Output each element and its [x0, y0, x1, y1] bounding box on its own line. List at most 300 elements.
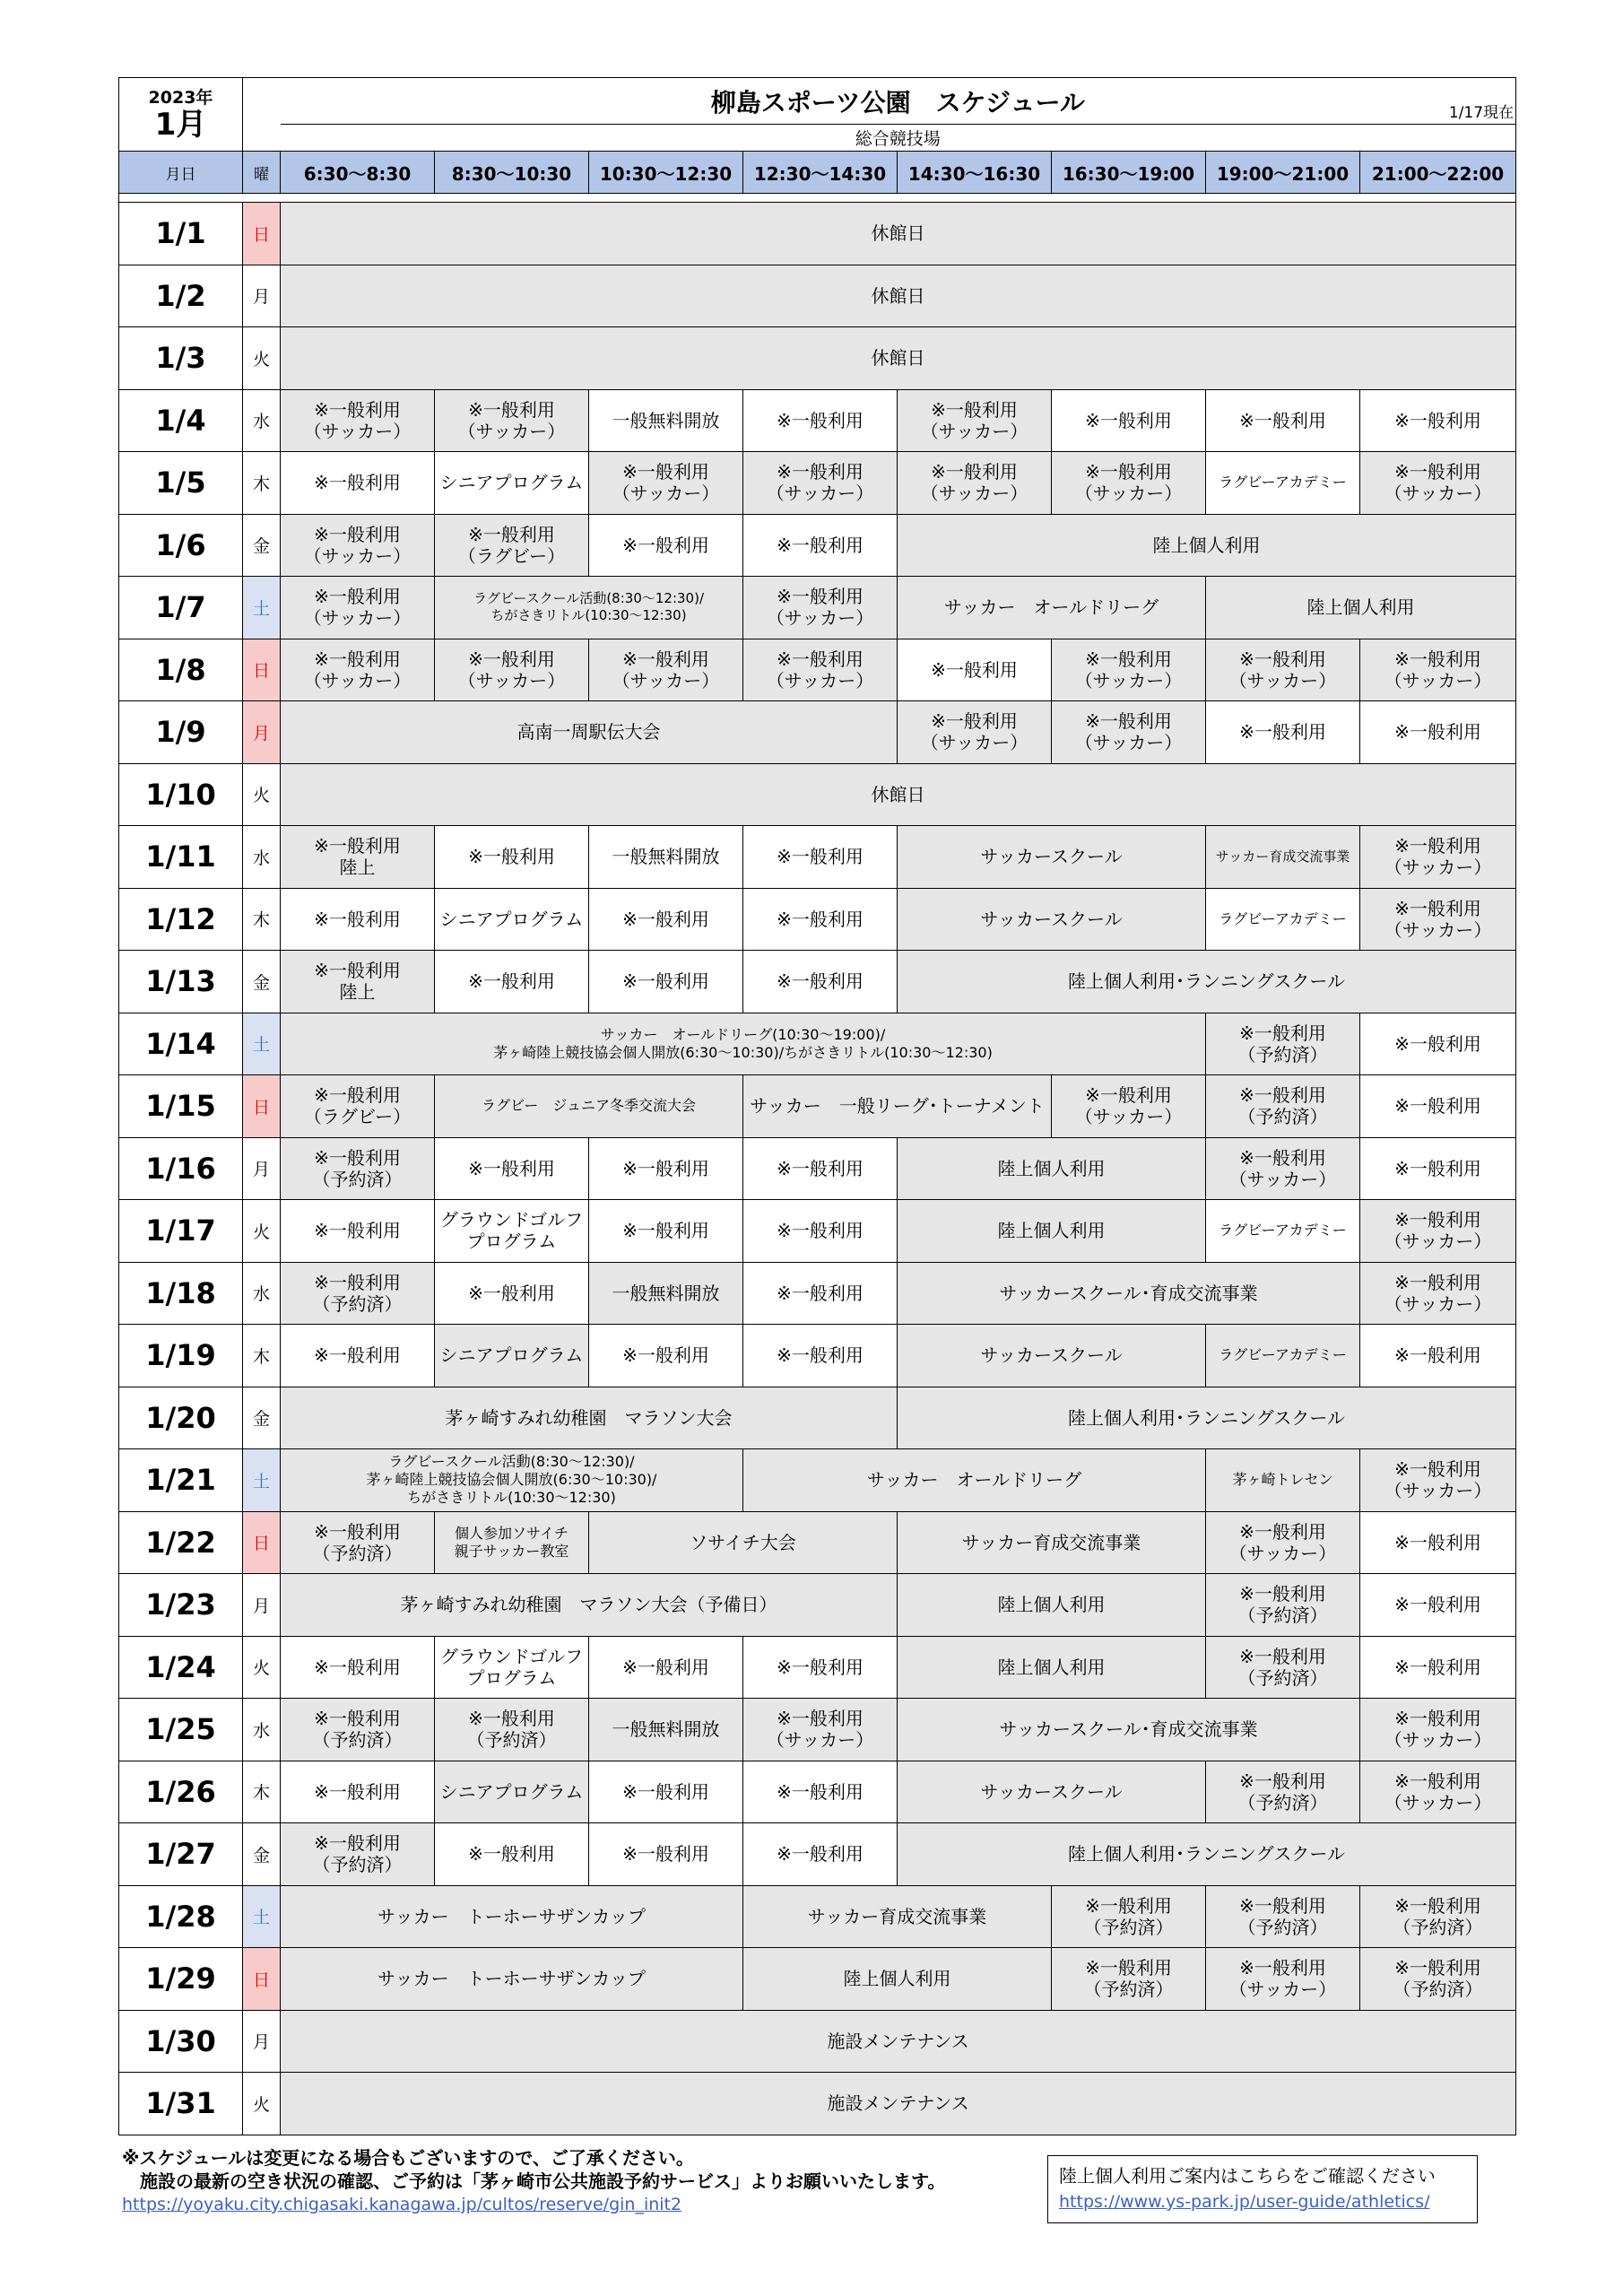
slot-cell [1206, 1200, 1360, 1263]
slot-cell [589, 826, 743, 889]
slot-text: （予約済） [312, 1542, 403, 1564]
slot-text: ※一般利用 [468, 970, 555, 993]
slot-cell [281, 1387, 898, 1449]
slot-cell [435, 1075, 743, 1138]
slot-cell [435, 1823, 589, 1886]
slot-cell [1206, 1511, 1360, 1574]
row-date: 1/5 [119, 452, 243, 515]
as-of-date: 1/17現在 [1448, 104, 1515, 122]
slot-text: ※一般利用 [777, 1344, 864, 1367]
slot-cell [1360, 888, 1516, 951]
slot-text: ※一般利用 [777, 970, 864, 993]
slot-text: サッカー育成交流事業 [1215, 848, 1350, 865]
slot-text: サッカー トーホーサザンカップ [378, 1968, 646, 1990]
slot-text: ※一般利用 [1239, 1084, 1326, 1107]
slot-text: ※一般利用 [314, 398, 401, 421]
slot-cell [281, 826, 435, 889]
col-header-slot: 10:30～12:30 [589, 152, 743, 194]
slot-text: ※一般利用 [931, 461, 1018, 483]
slot-text: サッカースクール [980, 1344, 1123, 1367]
slot-cell [1206, 452, 1360, 515]
slot-cell [1206, 1013, 1360, 1075]
slot-text: ※一般利用 [622, 648, 709, 670]
slot-text: ※一般利用 [777, 1220, 864, 1242]
schedule-row [119, 1511, 1516, 1574]
reservation-link[interactable]: https://yoyaku.city.chigasaki.kanagawa.jp/cultos/reserve/gin_init2 [122, 2195, 682, 2214]
slot-text: ※一般利用 [314, 1271, 401, 1293]
slot-cell [898, 639, 1052, 701]
col-header-slot: 19:00～21:00 [1206, 152, 1360, 194]
col-header-slot: 12:30～14:30 [743, 152, 898, 194]
schedule-row [119, 2010, 1516, 2073]
row-weekday: 火 [243, 2073, 281, 2135]
row-weekday: 水 [243, 1262, 281, 1325]
slot-cell [743, 514, 898, 577]
slot-text: ※一般利用 [468, 1157, 555, 1179]
slot-cell [898, 951, 1516, 1013]
slot-text: （ラグビー） [457, 544, 566, 567]
slot-text: ※一般利用 [1239, 1957, 1326, 1979]
slot-text: シニアプログラム [439, 1780, 584, 1803]
slot-cell [743, 1325, 898, 1387]
slot-text: ※一般利用 [1085, 648, 1172, 670]
slot-text: ※一般利用 [622, 1157, 709, 1179]
slot-text: 高南一周駅伝大会 [516, 721, 661, 744]
row-date: 1/9 [119, 701, 243, 764]
row-weekday: 土 [243, 1013, 281, 1075]
slot-cell [743, 1200, 898, 1263]
slot-cell [898, 1200, 1206, 1263]
row-weekday: 日 [243, 1948, 281, 2011]
slot-cell [589, 951, 743, 1013]
slot-text: ※一般利用 [1085, 1957, 1172, 1979]
row-weekday: 水 [243, 389, 281, 452]
slot-cell [435, 1511, 589, 1574]
schedule-row [119, 1823, 1516, 1886]
slot-text: ※一般利用 [777, 1282, 864, 1304]
slot-cell [1206, 1636, 1360, 1699]
row-weekday: 日 [243, 1075, 281, 1138]
slot-text: （サッカー） [612, 669, 720, 691]
slot-cell [743, 639, 898, 701]
slot-cell [1206, 1574, 1360, 1637]
slot-text: ※一般利用 [314, 960, 401, 982]
slot-text: ※一般利用 [777, 648, 864, 670]
slot-text: サッカースクール [980, 1780, 1123, 1803]
row-date: 1/17 [119, 1200, 243, 1263]
slot-text: ※一般利用 [1394, 648, 1481, 670]
slot-text: 陸上 [339, 857, 376, 879]
row-weekday: 月 [243, 1137, 281, 1200]
schedule-row [119, 389, 1516, 452]
slot-text: ※一般利用 [777, 534, 864, 556]
slot-text: ※一般利用 [1085, 1894, 1172, 1917]
title-cell [281, 78, 1516, 125]
slot-cell [281, 1574, 898, 1637]
slot-text: ※一般利用 [1394, 1157, 1481, 1179]
slot-cell [1360, 1511, 1516, 1574]
slot-cell [435, 951, 589, 1013]
schedule-sheet [118, 77, 1515, 2135]
slot-text: （サッカー） [1384, 483, 1492, 505]
slot-text: 休館日 [871, 347, 925, 370]
slot-text: （予約済） [1237, 1106, 1328, 1128]
slot-text: サッカー オールドリーグ [943, 596, 1159, 619]
slot-cell [1360, 389, 1516, 452]
row-date: 1/31 [119, 2073, 243, 2135]
row-date: 1/28 [119, 1885, 243, 1948]
slot-text: ※一般利用 [314, 835, 401, 857]
row-weekday: 金 [243, 1387, 281, 1449]
slot-text: 茅ヶ崎すみれ幼稚園 マラソン大会（予備日） [400, 1594, 777, 1616]
slot-text: ラグビースクール活動(8:30～12:30)/ [388, 1453, 635, 1471]
slot-text: （予約済） [1237, 1916, 1328, 1938]
page-title: 柳島スポーツ公園 スケジュール [710, 87, 1085, 117]
slot-text: （サッカー） [1228, 669, 1337, 691]
slot-cell [281, 389, 435, 452]
slot-text: （サッカー） [1074, 669, 1183, 691]
row-date: 1/2 [119, 265, 243, 327]
schedule-row [119, 1449, 1516, 1512]
slot-text: 陸上個人利用 [997, 1594, 1106, 1616]
slot-text: ※一般利用 [622, 1780, 709, 1803]
row-weekday: 月 [243, 2010, 281, 2073]
slot-cell [281, 2010, 1516, 2073]
slot-cell [898, 577, 1206, 639]
schedule-row [119, 1262, 1516, 1325]
slot-text: ※一般利用 [314, 1832, 401, 1855]
slot-text: ※一般利用 [1239, 1520, 1326, 1543]
row-weekday: 木 [243, 1325, 281, 1387]
slot-cell [281, 1761, 435, 1823]
row-weekday: 金 [243, 951, 281, 1013]
row-weekday: 日 [243, 639, 281, 701]
slot-cell [1052, 1075, 1206, 1138]
slot-cell [589, 1325, 743, 1387]
row-date: 1/3 [119, 327, 243, 390]
row-weekday: 月 [243, 1574, 281, 1637]
slot-text: ※一般利用 [777, 1708, 864, 1730]
slot-cell [281, 452, 435, 515]
slot-text: （予約済） [1237, 1043, 1328, 1065]
athletics-guide-link[interactable]: https://www.ys-park.jp/user-guide/athletics/ [1059, 2192, 1430, 2212]
slot-text: （サッカー） [1384, 1729, 1492, 1752]
slot-text: ※一般利用 [1394, 835, 1481, 857]
slot-text: （サッカー） [1228, 1542, 1337, 1564]
schedule-row [119, 1948, 1516, 2011]
slot-text: ※一般利用 [468, 523, 555, 545]
row-date: 1/12 [119, 888, 243, 951]
schedule-row [119, 1325, 1516, 1387]
slot-text: ※一般利用 [1394, 1032, 1481, 1055]
slot-cell [898, 1574, 1206, 1637]
slot-text: ちがさきリトル(10:30～12:30) [407, 1489, 616, 1507]
slot-text: 陸上個人利用･ランニングスクール [1068, 1843, 1346, 1866]
row-date: 1/18 [119, 1262, 243, 1325]
slot-text: 陸上個人利用･ランニングスクール [1068, 970, 1346, 993]
slot-cell [1206, 826, 1360, 889]
slot-cell [1052, 452, 1206, 515]
slot-cell [1206, 1885, 1360, 1948]
slot-text: ※一般利用 [1394, 897, 1481, 919]
slot-cell [589, 1761, 743, 1823]
slot-cell [898, 1387, 1516, 1449]
slot-cell [1206, 701, 1360, 764]
footer-note [122, 2146, 1108, 2193]
slot-cell [898, 1761, 1206, 1823]
row-weekday: 金 [243, 1823, 281, 1886]
row-date: 1/27 [119, 1823, 243, 1886]
slot-text: （予約済） [312, 1168, 403, 1190]
slot-cell [281, 1137, 435, 1200]
slot-text: ※一般利用 [777, 1780, 864, 1803]
slot-text: 陸上個人利用 [843, 1968, 951, 1990]
row-weekday: 土 [243, 577, 281, 639]
slot-cell [589, 1636, 743, 1699]
schedule-row [119, 1137, 1516, 1200]
slot-cell [1360, 1885, 1516, 1948]
row-weekday: 木 [243, 1761, 281, 1823]
row-weekday: 日 [243, 1511, 281, 1574]
schedule-row [119, 826, 1516, 889]
footer-note-line1: ※スケジュールは変更になる場合もございますので、ご了承ください。 [122, 2147, 694, 2169]
slot-text: （サッカー） [920, 732, 1028, 754]
slot-text: 陸上個人利用 [997, 1157, 1106, 1179]
slot-text: サッカー育成交流事業 [961, 1531, 1141, 1553]
slot-text: ※一般利用 [931, 710, 1018, 733]
year-label: 2023年 [148, 87, 213, 108]
slot-cell [281, 1325, 435, 1387]
schedule-row [119, 1699, 1516, 1761]
slot-cell [435, 1761, 589, 1823]
slot-cell [281, 1699, 435, 1761]
slot-cell [743, 1636, 898, 1699]
slot-cell [589, 452, 743, 515]
slot-cell [1360, 826, 1516, 889]
slot-cell [1360, 1137, 1516, 1200]
slot-cell [281, 1075, 435, 1138]
slot-text: ※一般利用 [1239, 409, 1326, 431]
col-header-slot: 21:00～22:00 [1360, 152, 1516, 194]
slot-text: ※一般利用 [777, 1157, 864, 1179]
row-weekday: 火 [243, 327, 281, 390]
slot-cell [435, 1137, 589, 1200]
slot-text: ※一般利用 [622, 908, 709, 930]
slot-cell [743, 1137, 898, 1200]
row-weekday: 火 [243, 1200, 281, 1263]
schedule-row [119, 763, 1516, 826]
schedule-row [119, 1761, 1516, 1823]
slot-cell [1052, 1885, 1206, 1948]
slot-text: サッカー トーホーサザンカップ [378, 1905, 646, 1927]
slot-text: ※一般利用 [468, 846, 555, 868]
slot-cell [1360, 1699, 1516, 1761]
slot-text: （サッカー） [303, 607, 412, 630]
slot-cell [589, 1200, 743, 1263]
slot-text: 陸上個人利用 [997, 1220, 1106, 1242]
slot-text: 陸上個人利用 [1152, 534, 1261, 556]
schedule-row [119, 2073, 1516, 2135]
schedule-row [119, 327, 1516, 390]
row-date: 1/1 [119, 203, 243, 265]
slot-text: 個人参加ソサイチ [455, 1524, 568, 1542]
slot-cell [743, 389, 898, 452]
slot-text: ※一般利用 [777, 461, 864, 483]
slot-text: シニアプログラム [439, 472, 584, 494]
slot-text: ※一般利用 [622, 1656, 709, 1678]
slot-text: （サッカー） [766, 1729, 874, 1752]
slot-cell [281, 1948, 743, 2011]
slot-cell [898, 1511, 1206, 1574]
slot-text: サッカースクール [980, 908, 1123, 930]
slot-text: ※一般利用 [314, 1656, 401, 1678]
slot-text: （サッカー） [303, 669, 412, 691]
slot-cell [1360, 1200, 1516, 1263]
slot-text: ラグビーアカデミー [1219, 474, 1347, 491]
slot-cell [1206, 1449, 1360, 1512]
slot-text: プログラム [466, 1231, 557, 1253]
slot-text: 施設メンテナンス [827, 2030, 969, 2052]
row-weekday: 金 [243, 514, 281, 577]
row-weekday: 木 [243, 452, 281, 515]
slot-text: ※一般利用 [1239, 1894, 1326, 1917]
slot-text: （ラグビー） [303, 1106, 412, 1128]
slot-text: ※一般利用 [314, 908, 401, 930]
slot-cell [435, 888, 589, 951]
slot-text: （サッカー） [920, 483, 1028, 505]
schedule-row [119, 1885, 1516, 1948]
slot-cell [589, 389, 743, 452]
row-date: 1/14 [119, 1013, 243, 1075]
slot-text: （サッカー） [303, 544, 412, 567]
slot-text: ※一般利用 [1394, 461, 1481, 483]
slot-cell [1052, 1948, 1206, 2011]
slot-cell [1206, 1137, 1360, 1200]
row-weekday: 月 [243, 701, 281, 764]
row-weekday: 火 [243, 1636, 281, 1699]
slot-text: 一般無料開放 [612, 846, 720, 868]
row-weekday: 水 [243, 826, 281, 889]
slot-cell [1360, 1013, 1516, 1075]
slot-text: サッカー オールドリーグ(10:30～19:00)/ [600, 1025, 886, 1043]
venue-cell [281, 125, 1516, 152]
slot-text: ※一般利用 [314, 1220, 401, 1242]
slot-text: （サッカー） [1384, 1480, 1492, 1502]
slot-text: ※一般利用 [622, 970, 709, 993]
slot-cell [898, 389, 1052, 452]
slot-text: 茅ヶ崎陸上競技協会個人開放(6:30～10:30)/ [366, 1471, 657, 1489]
slot-text: ※一般利用 [314, 472, 401, 494]
slot-text: ※一般利用 [1239, 1022, 1326, 1044]
slot-cell [1360, 1574, 1516, 1637]
slot-text: （予約済） [1393, 1916, 1483, 1938]
row-date: 1/25 [119, 1699, 243, 1761]
slot-text: ※一般利用 [1085, 461, 1172, 483]
slot-text: （サッカー） [612, 483, 720, 505]
schedule-row [119, 514, 1516, 577]
slot-cell [435, 1699, 589, 1761]
slot-cell [1206, 888, 1360, 951]
slot-text: ※一般利用 [314, 1780, 401, 1803]
slot-cell [1360, 1761, 1516, 1823]
slot-text: （サッカー） [1384, 857, 1492, 879]
slot-cell [435, 452, 589, 515]
slot-text: ※一般利用 [314, 648, 401, 670]
slot-text: （サッカー） [920, 420, 1028, 442]
slot-cell [281, 577, 435, 639]
row-date: 1/6 [119, 514, 243, 577]
schedule-row [119, 265, 1516, 327]
slot-text: 一般無料開放 [612, 409, 720, 431]
slot-cell [743, 1761, 898, 1823]
slot-text: ※一般利用 [468, 1843, 555, 1866]
slot-text: サッカー オールドリーグ [866, 1469, 1082, 1492]
slot-text: ※一般利用 [1394, 721, 1481, 744]
slot-cell [281, 763, 1516, 826]
slot-cell [898, 1636, 1206, 1699]
col-header-slot: 6:30～8:30 [281, 152, 435, 194]
slot-cell [898, 514, 1516, 577]
slot-text: （予約済） [312, 1292, 403, 1315]
slot-text: （サッカー） [1228, 1168, 1337, 1190]
slot-text: ※一般利用 [777, 846, 864, 868]
slot-cell [1360, 1636, 1516, 1699]
slot-cell [1206, 577, 1516, 639]
slot-cell [1360, 452, 1516, 515]
slot-text: （サッカー） [1384, 1292, 1492, 1315]
slot-cell [281, 2073, 1516, 2135]
slot-cell [589, 1823, 743, 1886]
slot-text: （サッカー） [1074, 732, 1183, 754]
row-weekday: 土 [243, 1449, 281, 1512]
slot-text: ※一般利用 [1394, 1095, 1481, 1118]
slot-text: （サッカー） [1228, 1979, 1337, 2001]
slot-cell [1052, 639, 1206, 701]
slot-text: 休館日 [871, 783, 925, 805]
slot-cell [435, 826, 589, 889]
slot-cell [435, 1200, 589, 1263]
slot-cell [898, 826, 1206, 889]
slot-cell [1206, 639, 1360, 701]
slot-text: （サッカー） [1074, 483, 1183, 505]
row-date: 1/7 [119, 577, 243, 639]
slot-text: 施設メンテナンス [827, 2092, 969, 2115]
slot-cell [898, 888, 1206, 951]
slot-text: 陸上 [339, 981, 376, 1004]
schedule-row [119, 1636, 1516, 1699]
slot-text: （予約済） [466, 1729, 557, 1752]
slot-text: （サッカー） [457, 669, 566, 691]
slot-cell [898, 452, 1052, 515]
slot-text: ラグビースクール活動(8:30～12:30)/ [473, 590, 705, 607]
slot-text: ※一般利用 [1394, 1894, 1481, 1917]
row-date: 1/15 [119, 1075, 243, 1138]
slot-text: ラグビー ジュニア冬季交流大会 [481, 1097, 697, 1115]
slot-text: ※一般利用 [1394, 409, 1481, 431]
slot-text: （予約済） [1083, 1979, 1174, 2001]
slot-text: （サッカー） [766, 607, 874, 630]
slot-text: ※一般利用 [314, 1084, 401, 1107]
slot-text: （予約済） [312, 1729, 403, 1752]
slot-text: サッカー育成交流事業 [807, 1905, 987, 1927]
slot-cell [898, 1262, 1360, 1325]
slot-cell [898, 1137, 1206, 1200]
slot-text: ※一般利用 [1239, 1146, 1326, 1169]
slot-text: サッカー 一般リーグ･トーナメント [750, 1095, 1045, 1118]
slot-text: サッカースクール･育成交流事業 [999, 1718, 1258, 1741]
slot-text: ※一般利用 [1085, 1084, 1172, 1107]
slot-text: ※一般利用 [1085, 409, 1172, 431]
